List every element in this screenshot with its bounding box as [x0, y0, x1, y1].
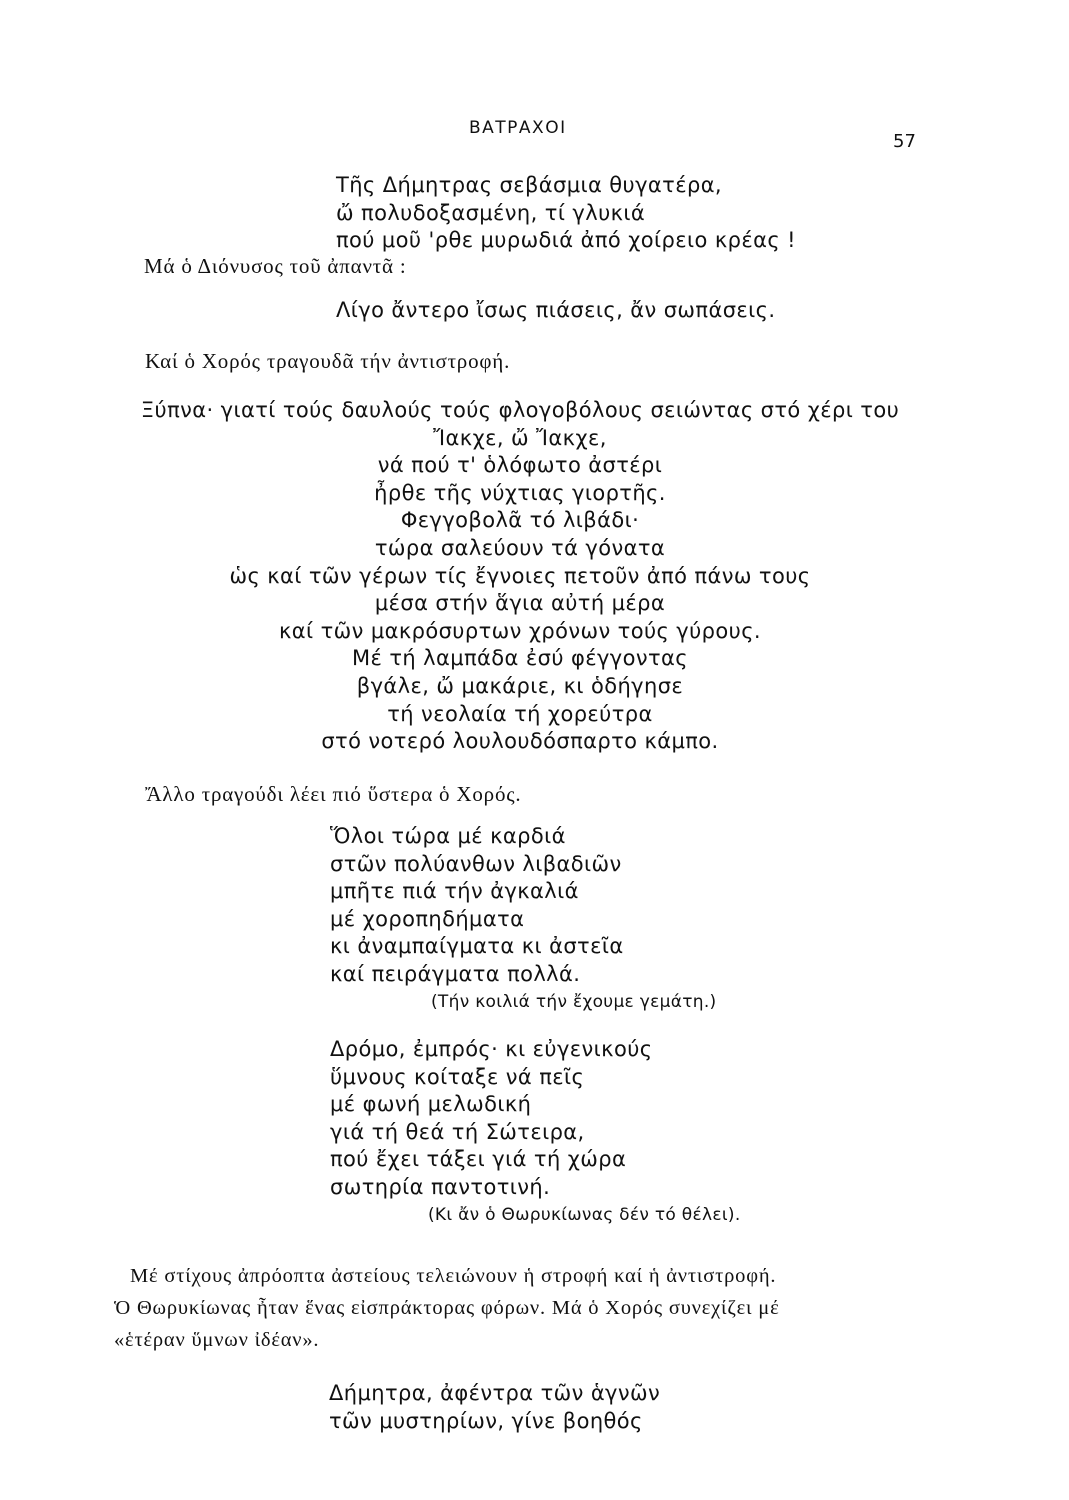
song-1 — [330, 823, 624, 989]
running-title: ΒΑΤΡΑΧΟΙ — [469, 118, 567, 138]
verse-line: ἦρθε τῆς νύχτιας γιορτῆς. — [374, 480, 666, 505]
verse-line: Λίγο ἄντερο ἴσως πιάσεις, ἄν σωπάσεις. — [336, 298, 776, 322]
verse-line: μέσα στήν ἅγια αὐτή μέρα — [374, 591, 666, 616]
verse-line: μέ φωνή μελωδική — [330, 1092, 532, 1117]
page-number: 57 — [893, 131, 916, 152]
stage-direction: Μά ὁ Διόνυσος τοῦ ἀπαντᾶ : — [144, 254, 407, 278]
verse-line: καί πειράγματα πολλά. — [330, 961, 581, 986]
verse-line: τή νεολαία τή χορεύτρα — [387, 701, 653, 726]
verse-line: ὡς καί τῶν γέρων τίς ἔγνοιες πετοῦν ἀπό πάνω τους — [229, 563, 811, 588]
verse-line: Φεγγοβολᾶ τό λιβάδι· — [400, 508, 640, 533]
verse-line: τῶν μυστηρίων, γίνε βοηθός — [329, 1408, 643, 1433]
verse-line: πού ἔχει τάξει γιά τή χώρα — [330, 1147, 627, 1172]
verse-line: νά πού τ' ὁλόφωτο ἀστέρι — [377, 453, 663, 478]
verse-line: βγάλε, ὤ μακάριε, κι ὁδήγησε — [356, 673, 684, 698]
song-2 — [330, 1036, 653, 1202]
verse-line: γιά τή θεά τή Σώτειρα, — [330, 1119, 585, 1144]
verse-line: Τῆς Δήμητρας σεβάσμια θυγατέρα, — [336, 173, 723, 197]
aside-note: (Κι ἄν ὁ Θωρυκίωνας δέν τό θέλει). — [428, 1205, 741, 1225]
verse-line: Ὅλοι τώρα μέ καρδιά — [330, 824, 566, 848]
verse-line: τώρα σαλεύουν τά γόνατα — [374, 535, 666, 560]
stanza-1 — [336, 172, 796, 255]
verse-line: Δρόμο, ἐμπρός· κι εὐγενικούς — [330, 1037, 653, 1061]
verse-line: Ἴακχε, ὤ Ἴακχε, — [433, 425, 607, 450]
verse-line: στῶν πολύανθων λιβαδιῶν — [330, 851, 622, 876]
verse-line: μέ χοροπηδήματα — [330, 906, 525, 931]
stage-direction: Καί ὁ Χορός τραγουδᾶ τήν ἀντιστροφή. — [145, 349, 511, 373]
prose-line: «ἑτέραν ὕμνων ἰδέαν». — [114, 1329, 320, 1351]
verse-line: ὤ πολυδοξασμένη, τί γλυκιά — [336, 200, 646, 225]
verse-line: ὕμνους κοίταξε νά πεῖς — [330, 1064, 585, 1089]
verse-line: σωτηρία παντοτινή. — [330, 1174, 551, 1199]
final-stanza — [329, 1380, 660, 1435]
prose-line: Μέ στίχους ἀπρόοπτα ἀστείους τελειώνουν ἡ στροφή καί ἡ ἀντιστροφή. — [130, 1265, 777, 1287]
verse-line: Ξύπνα· γιατί τούς δαυλούς τούς φλογοβόλους σειώντας στό χέρι του — [140, 398, 900, 422]
verse-line: καί τῶν μακρόσυρτων χρόνων τούς γύρους. — [279, 618, 761, 643]
stage-direction: Ἄλλο τραγούδι λέει πιό ὕστερα ὁ Χορός. — [145, 782, 522, 806]
aside-note: (Τήν κοιλιά τήν ἔχουμε γεμάτη.) — [431, 992, 717, 1012]
antistrophe — [120, 397, 920, 756]
verse-line: Δήμητρα, ἀφέντρα τῶν ἁγνῶν — [329, 1381, 661, 1405]
prose-line: Ὁ Θωρυκίωνας ἦταν ἕνας εἰσπράκτορας φόρων. Μά ὁ Χορός συνεχίζει μέ — [114, 1297, 780, 1319]
verse-line: στό νοτερό λουλουδόσπαρτο κάμπο. — [321, 729, 719, 754]
verse-line: κι ἀναμπαίγματα κι ἀστεῖα — [330, 934, 624, 959]
verse-line: μπῆτε πιά τήν ἀγκαλιά — [330, 879, 579, 904]
verse-line: Μέ τή λαμπάδα ἐσύ φέγγοντας — [352, 646, 688, 671]
verse-line: πού μοῦ 'ρθε μυρωδιά ἀπό χοίρειο κρέας ! — [336, 228, 796, 253]
